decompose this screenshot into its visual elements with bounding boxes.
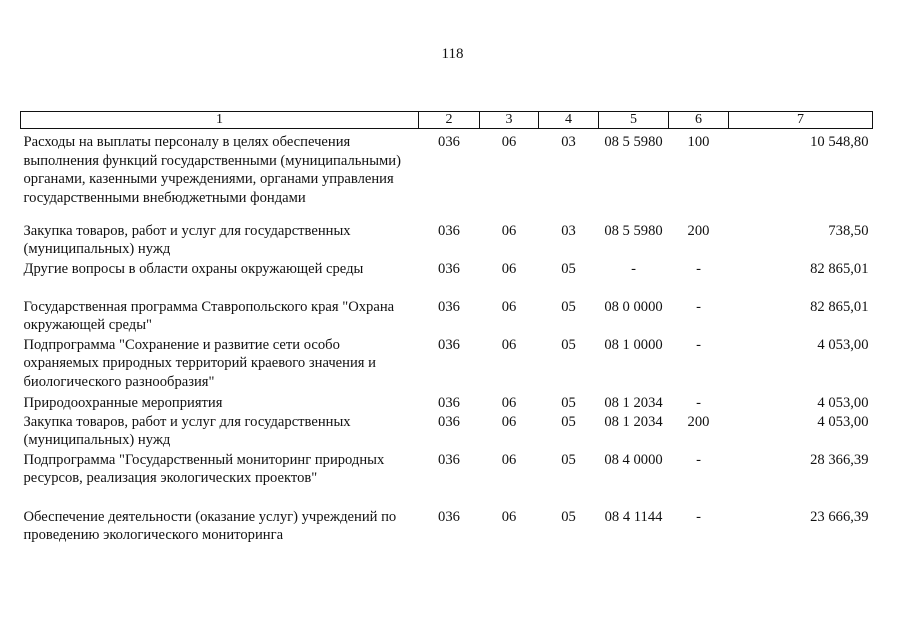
row-amount: 4 053,00 [817,336,869,353]
row-subsection: 03 [561,222,576,239]
column-header-2: 2 [419,112,480,129]
row-target: 08 1 0000 [604,336,663,353]
row-amount: 4 053,00 [817,394,869,411]
row-code: 036 [438,260,460,277]
row-amount: 23 666,39 [810,508,869,525]
row-target: - [631,260,636,277]
row-amount: 82 865,01 [810,298,869,315]
table-row [21,129,873,222]
row-code: 036 [438,451,460,468]
row-subsection: 05 [561,298,576,315]
row-code: 036 [438,134,460,150]
row-subsection: 05 [561,413,576,430]
row-name: Подпрограмма "Сохранение и развитие сети особо охраняемых природных территорий краевого значения и биологического разнообразия" [23,336,376,390]
row-name: Расходы на выплаты персоналу в целях обеспечения выполнения функций государственными (муниципальными) органами, казенными учреждениями, органами управления государственными внебюджетными фондами [23,134,401,206]
row-type: - [696,451,701,468]
row-type: - [696,336,701,353]
table-row [21,298,873,336]
row-amount: 28 366,39 [810,451,869,468]
row-amount: 4 053,00 [817,413,869,430]
row-code: 036 [438,394,460,411]
row-name: Другие вопросы в области охраны окружающей среды [23,260,364,277]
table-row [21,222,873,260]
budget-table [20,111,873,548]
row-target: 08 4 0000 [604,451,663,468]
row-target: 08 1 2034 [604,394,663,411]
row-subsection: 03 [561,134,576,150]
row-name: Обеспечение деятельности (оказание услуг) учреждений по проведению экологического мониторинга [23,508,397,544]
row-section: 06 [501,508,517,525]
row-section: 06 [501,260,517,277]
column-header-3: 3 [480,112,539,129]
table-row [21,508,873,548]
row-name: Природоохранные мероприятия [23,394,223,411]
page-number: 118 [441,46,464,62]
table-row [21,413,873,451]
column-header-5: 5 [599,112,669,129]
row-subsection: 05 [561,451,576,468]
row-subsection: 05 [561,508,576,525]
row-target: 08 4 1144 [604,508,663,525]
row-type: - [696,394,701,411]
row-code: 036 [438,336,460,353]
row-section: 06 [501,451,517,468]
row-target: 08 1 2034 [604,413,663,430]
table-row [21,394,873,413]
row-amount: 738,50 [828,222,869,239]
table-row [21,451,873,508]
column-header-6: 6 [669,112,729,129]
row-section: 06 [501,134,517,150]
row-target: 08 5 5980 [604,134,663,150]
row-type: 200 [687,413,710,430]
row-name: Государственная программа Ставропольского края "Охрана окружающей среды" [23,298,395,334]
table-row [21,260,873,298]
table-header-row [21,112,873,129]
row-target: 08 0 0000 [604,298,663,315]
row-code: 036 [438,298,460,315]
row-section: 06 [501,413,517,430]
column-header-4: 4 [539,112,599,129]
row-name: Закупка товаров, работ и услуг для государственных (муниципальных) нужд [23,413,351,449]
row-section: 06 [501,222,517,239]
row-amount: 10 548,80 [810,134,869,150]
table-row [21,336,873,394]
column-header-1: 1 [21,112,419,129]
row-section: 06 [501,336,517,353]
row-type: - [696,260,701,277]
row-section: 06 [501,298,517,315]
row-subsection: 05 [561,260,576,277]
row-section: 06 [501,394,517,411]
row-code: 036 [438,413,460,430]
row-type: 100 [687,134,710,150]
row-type: 200 [687,222,710,239]
row-amount: 82 865,01 [810,260,869,277]
row-name: Закупка товаров, работ и услуг для государственных (муниципальных) нужд [23,222,351,258]
row-subsection: 05 [561,394,576,411]
row-code: 036 [438,508,460,525]
row-name: Подпрограмма "Государственный мониторинг природных ресурсов, реализация экологических проектов" [23,451,385,487]
row-target: 08 5 5980 [604,222,663,239]
row-type: - [696,298,701,315]
row-subsection: 05 [561,336,576,353]
row-type: - [696,508,701,525]
row-code: 036 [438,222,460,239]
column-header-7: 7 [729,112,873,129]
